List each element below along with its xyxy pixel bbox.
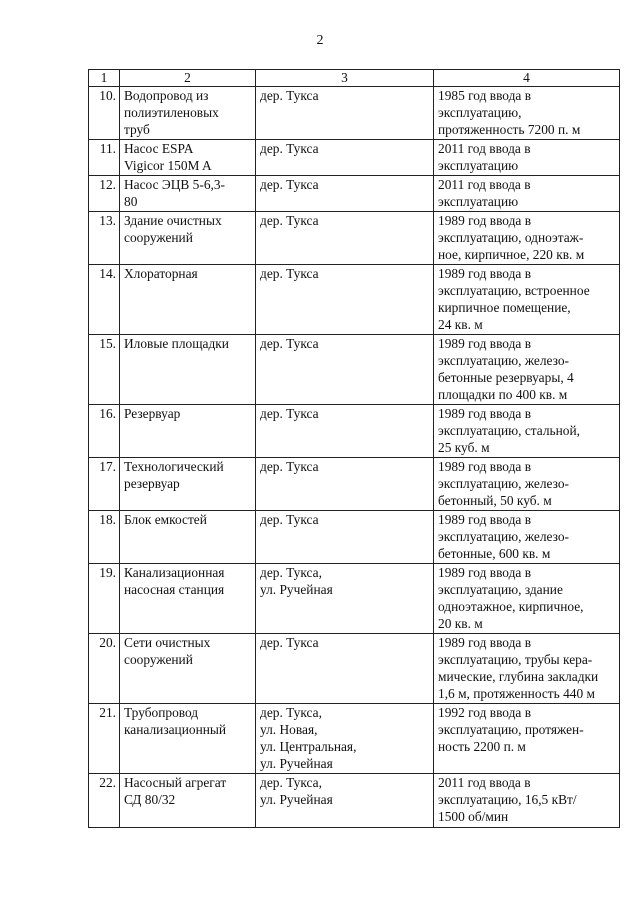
object-name-line: Хлораторная bbox=[124, 266, 198, 281]
column-header: 3 bbox=[256, 70, 434, 87]
object-location-line: дер. Тукса bbox=[260, 213, 319, 228]
property-table bbox=[88, 69, 620, 828]
object-name-line: Насосный агрегат bbox=[124, 775, 227, 790]
object-description bbox=[434, 87, 620, 140]
object-description bbox=[434, 212, 620, 265]
object-description-line: протяженность 7200 п. м bbox=[438, 122, 581, 137]
row-number: 15. bbox=[89, 335, 120, 405]
object-location bbox=[256, 212, 434, 265]
object-name-line: сооружений bbox=[124, 652, 193, 667]
object-description bbox=[434, 335, 620, 405]
object-name bbox=[120, 458, 256, 511]
object-location bbox=[256, 511, 434, 564]
object-name-line: Водопровод из bbox=[124, 88, 209, 103]
object-location bbox=[256, 176, 434, 212]
object-location-line: ул. Новая, bbox=[260, 722, 318, 737]
object-description-line: 2011 год ввода в bbox=[438, 775, 531, 790]
object-location-line: дер. Тукса bbox=[260, 406, 319, 421]
row-number: 20. bbox=[89, 634, 120, 704]
object-name-line: Сети очистных bbox=[124, 635, 211, 650]
column-header: 4 bbox=[434, 70, 620, 87]
object-location-line: ул. Ручейная bbox=[260, 582, 333, 597]
object-description-line: мические, глубина закладки bbox=[438, 669, 599, 684]
object-description-line: эксплуатацию, bbox=[438, 105, 522, 120]
object-name bbox=[120, 704, 256, 774]
table-row bbox=[89, 634, 620, 704]
row-number: 18. bbox=[89, 511, 120, 564]
object-location-line: дер. Тукса bbox=[260, 635, 319, 650]
object-description-line: эксплуатацию, одноэтаж- bbox=[438, 230, 584, 245]
object-name-line: насосная станция bbox=[124, 582, 225, 597]
object-description-line: эксплуатацию, 16,5 кВт/ bbox=[438, 792, 577, 807]
object-description-line: 2011 год ввода в bbox=[438, 141, 531, 156]
object-description-line: 1985 год ввода в bbox=[438, 88, 532, 103]
table-row bbox=[89, 564, 620, 634]
object-location-line: дер. Тукса bbox=[260, 88, 319, 103]
object-name bbox=[120, 774, 256, 828]
object-name-line: Трубопровод bbox=[124, 705, 199, 720]
object-location bbox=[256, 405, 434, 458]
object-location bbox=[256, 774, 434, 828]
object-description-line: бетонные резервуары, 4 bbox=[438, 370, 574, 385]
object-name-line: Иловые площадки bbox=[124, 336, 229, 351]
object-name-line: Резервуар bbox=[124, 406, 181, 421]
object-name bbox=[120, 176, 256, 212]
table-row bbox=[89, 265, 620, 335]
object-name bbox=[120, 212, 256, 265]
table-row bbox=[89, 212, 620, 265]
table-row bbox=[89, 774, 620, 828]
object-location-line: дер. Тукса, bbox=[260, 565, 322, 580]
object-description-line: эксплуатацию, протяжен- bbox=[438, 722, 584, 737]
object-description-line: эксплуатацию, железо- bbox=[438, 476, 569, 491]
table-row bbox=[89, 176, 620, 212]
object-description-line: 1989 год ввода в bbox=[438, 336, 532, 351]
object-description bbox=[434, 704, 620, 774]
object-description-line: 1989 год ввода в bbox=[438, 459, 532, 474]
object-description bbox=[434, 140, 620, 176]
object-description-line: 1992 год ввода в bbox=[438, 705, 532, 720]
object-description bbox=[434, 564, 620, 634]
object-description bbox=[434, 265, 620, 335]
table-row bbox=[89, 511, 620, 564]
object-name-line: сооружений bbox=[124, 230, 193, 245]
object-name-line: полиэтиленовых bbox=[124, 105, 219, 120]
object-description-line: 1989 год ввода в bbox=[438, 406, 532, 421]
row-number: 11. bbox=[89, 140, 120, 176]
row-number: 19. bbox=[89, 564, 120, 634]
object-name-line: Технологический bbox=[124, 459, 224, 474]
object-description-line: ное, кирпичное, 220 кв. м bbox=[438, 247, 585, 262]
object-name bbox=[120, 140, 256, 176]
object-name bbox=[120, 634, 256, 704]
row-number: 13. bbox=[89, 212, 120, 265]
object-name bbox=[120, 511, 256, 564]
table-row bbox=[89, 87, 620, 140]
object-description-line: эксплуатацию, трубы кера- bbox=[438, 652, 593, 667]
column-header: 1 bbox=[89, 70, 120, 87]
object-description-line: бетонные, 600 кв. м bbox=[438, 546, 551, 561]
object-description-line: 1,6 м, протяженность 440 м bbox=[438, 686, 596, 701]
object-description-line: эксплуатацию bbox=[438, 194, 519, 209]
object-description-line: 1989 год ввода в bbox=[438, 512, 532, 527]
row-number: 14. bbox=[89, 265, 120, 335]
object-name-line: резервуар bbox=[124, 476, 180, 491]
object-location bbox=[256, 140, 434, 176]
object-description-line: 1500 об/мин bbox=[438, 809, 509, 824]
object-location-line: ул. Ручейная bbox=[260, 756, 333, 771]
object-location bbox=[256, 265, 434, 335]
object-name bbox=[120, 405, 256, 458]
object-name-line: Насос ESPA bbox=[124, 141, 194, 156]
object-description-line: бетонный, 50 куб. м bbox=[438, 493, 552, 508]
table-body bbox=[89, 87, 620, 828]
object-description bbox=[434, 405, 620, 458]
object-description-line: 20 кв. м bbox=[438, 616, 483, 631]
object-description-line: эксплуатацию, железо- bbox=[438, 353, 569, 368]
table-row bbox=[89, 458, 620, 511]
table-row bbox=[89, 704, 620, 774]
object-description-line: 1989 год ввода в bbox=[438, 266, 532, 281]
object-location-line: дер. Тукса bbox=[260, 512, 319, 527]
object-location-line: дер. Тукса, bbox=[260, 775, 322, 790]
object-description-line: кирпичное помещение, bbox=[438, 300, 571, 315]
object-location-line: дер. Тукса bbox=[260, 177, 319, 192]
object-description bbox=[434, 458, 620, 511]
object-location bbox=[256, 704, 434, 774]
object-description-line: 25 куб. м bbox=[438, 440, 490, 455]
object-location-line: ул. Ручейная bbox=[260, 792, 333, 807]
object-location bbox=[256, 634, 434, 704]
object-name-line: СД 80/32 bbox=[124, 792, 176, 807]
table-row bbox=[89, 140, 620, 176]
row-number: 22. bbox=[89, 774, 120, 828]
object-location bbox=[256, 87, 434, 140]
object-name bbox=[120, 87, 256, 140]
object-location bbox=[256, 564, 434, 634]
object-description bbox=[434, 176, 620, 212]
row-number: 17. bbox=[89, 458, 120, 511]
object-location-line: дер. Тукса bbox=[260, 336, 319, 351]
object-description-line: эксплуатацию, здание bbox=[438, 582, 563, 597]
object-name bbox=[120, 335, 256, 405]
object-name-line: Здание очистных bbox=[124, 213, 222, 228]
object-description-line: площадки по 400 кв. м bbox=[438, 387, 568, 402]
object-description-line: ность 2200 п. м bbox=[438, 739, 526, 754]
page-number: 2 bbox=[316, 33, 324, 48]
object-name-line: канализационный bbox=[124, 722, 227, 737]
column-header: 2 bbox=[120, 70, 256, 87]
object-description bbox=[434, 634, 620, 704]
object-name bbox=[120, 265, 256, 335]
object-location-line: дер. Тукса bbox=[260, 141, 319, 156]
table-row bbox=[89, 405, 620, 458]
table-row bbox=[89, 335, 620, 405]
object-description bbox=[434, 511, 620, 564]
object-name-line: труб bbox=[124, 122, 150, 137]
object-description bbox=[434, 774, 620, 828]
object-location-line: дер. Тукса bbox=[260, 266, 319, 281]
object-location-line: дер. Тукса bbox=[260, 459, 319, 474]
object-description-line: эксплуатацию, железо- bbox=[438, 529, 569, 544]
object-location-line: ул. Центральная, bbox=[260, 739, 357, 754]
object-name-line: Блок емкостей bbox=[124, 512, 207, 527]
object-description-line: 24 кв. м bbox=[438, 317, 483, 332]
object-description-line: 2011 год ввода в bbox=[438, 177, 531, 192]
row-number: 16. bbox=[89, 405, 120, 458]
object-name-line: Vigicor 150M A bbox=[124, 158, 212, 173]
object-name-line: Канализационная bbox=[124, 565, 225, 580]
object-location bbox=[256, 458, 434, 511]
object-description-line: одноэтажное, кирпичное, bbox=[438, 599, 584, 614]
object-description-line: эксплуатацию, стальной, bbox=[438, 423, 581, 438]
row-number: 21. bbox=[89, 704, 120, 774]
row-number: 10. bbox=[89, 87, 120, 140]
object-description-line: эксплуатацию bbox=[438, 158, 519, 173]
object-name-line: 80 bbox=[124, 194, 138, 209]
object-name bbox=[120, 564, 256, 634]
table-header-row bbox=[89, 70, 620, 87]
object-description-line: 1989 год ввода в bbox=[438, 635, 532, 650]
row-number: 12. bbox=[89, 176, 120, 212]
object-location-line: дер. Тукса, bbox=[260, 705, 322, 720]
object-location bbox=[256, 335, 434, 405]
object-name-line: Насос ЭЦВ 5-6,3- bbox=[124, 177, 226, 192]
object-description-line: 1989 год ввода в bbox=[438, 213, 532, 228]
object-description-line: 1989 год ввода в bbox=[438, 565, 532, 580]
object-description-line: эксплуатацию, встроенное bbox=[438, 283, 590, 298]
